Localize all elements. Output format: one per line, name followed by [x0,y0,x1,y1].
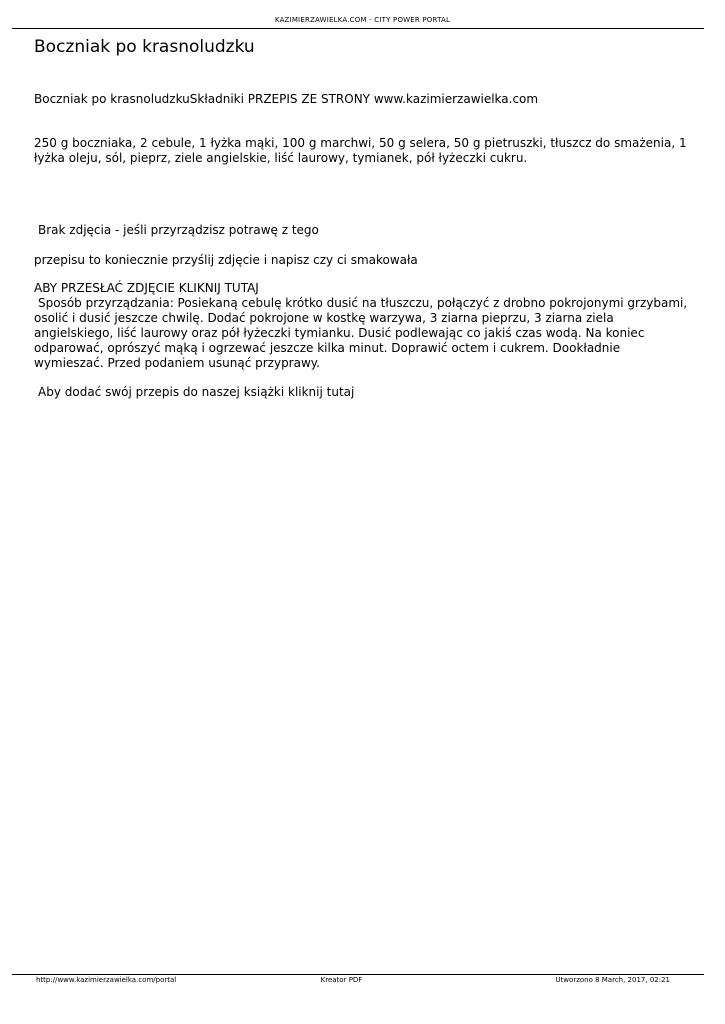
add-recipe-link[interactable]: Aby dodać swój przepis do naszej książki kliknij tutaj [38,385,355,399]
site-header-title: KAZIMIERZAWIELKA.COM - CITY POWER PORTAL [274,16,451,24]
send-photo-link[interactable]: ABY PRZESŁAĆ ZDJĘCIE KLIKNIJ TUTAJ [34,281,259,295]
footer-divider [12,974,704,975]
page-title: Boczniak po krasnoludzku [34,37,255,57]
footer-url[interactable]: http://www.kazimierzawielka.com/portal [36,976,177,984]
header-divider [12,28,704,29]
preparation-text: Sposób przyrządzania: Posiekaną cebulę krótko dusić na tłuszczu, połączyć z drobno pokrojonymi grzybami, osolić i dusić jeszcze chwilę. Dodać pokrojone w kostkę warzywa, 3 ziarna pieprzu, 3 ziarna ziela angielskiego, liść laurowy oraz pół łyżeczki tymianku. Dusić podlewając co jakiś czas wodą. Na koniec odparować, oprószyć mąką i ogrzewać jeszcze kilka minut. Doprawić octem i cukrem. Dookładnie wymieszać. Przed podaniem usunąć przyprawy. [34,296,688,370]
footer-generator: Kreator PDF [320,976,363,984]
no-photo-line-2: przepisu to koniecznie przyślij zdjęcie i napisz czy ci smakowała [34,253,418,267]
no-photo-line-1: Brak zdjęcia - jeśli przyrządzisz potrawę z tego [38,223,319,237]
recipe-intro: Boczniak po krasnoludzkuSkładniki PRZEPIS ZE STRONY www.kazimierzawielka.com [34,92,539,106]
ingredients-text: 250 g boczniaka, 2 cebule, 1 łyżka mąki, 100 g marchwi, 50 g selera, 50 g pietruszki, tłuszcz do smażenia, 1 łyżka oleju, sól, pieprz, ziele angielskie, liść laurowy, tymianek, pół łyżeczki cukru. [34,136,687,165]
footer-created-date: Utworzono 8 March, 2017, 02:21 [555,976,670,984]
